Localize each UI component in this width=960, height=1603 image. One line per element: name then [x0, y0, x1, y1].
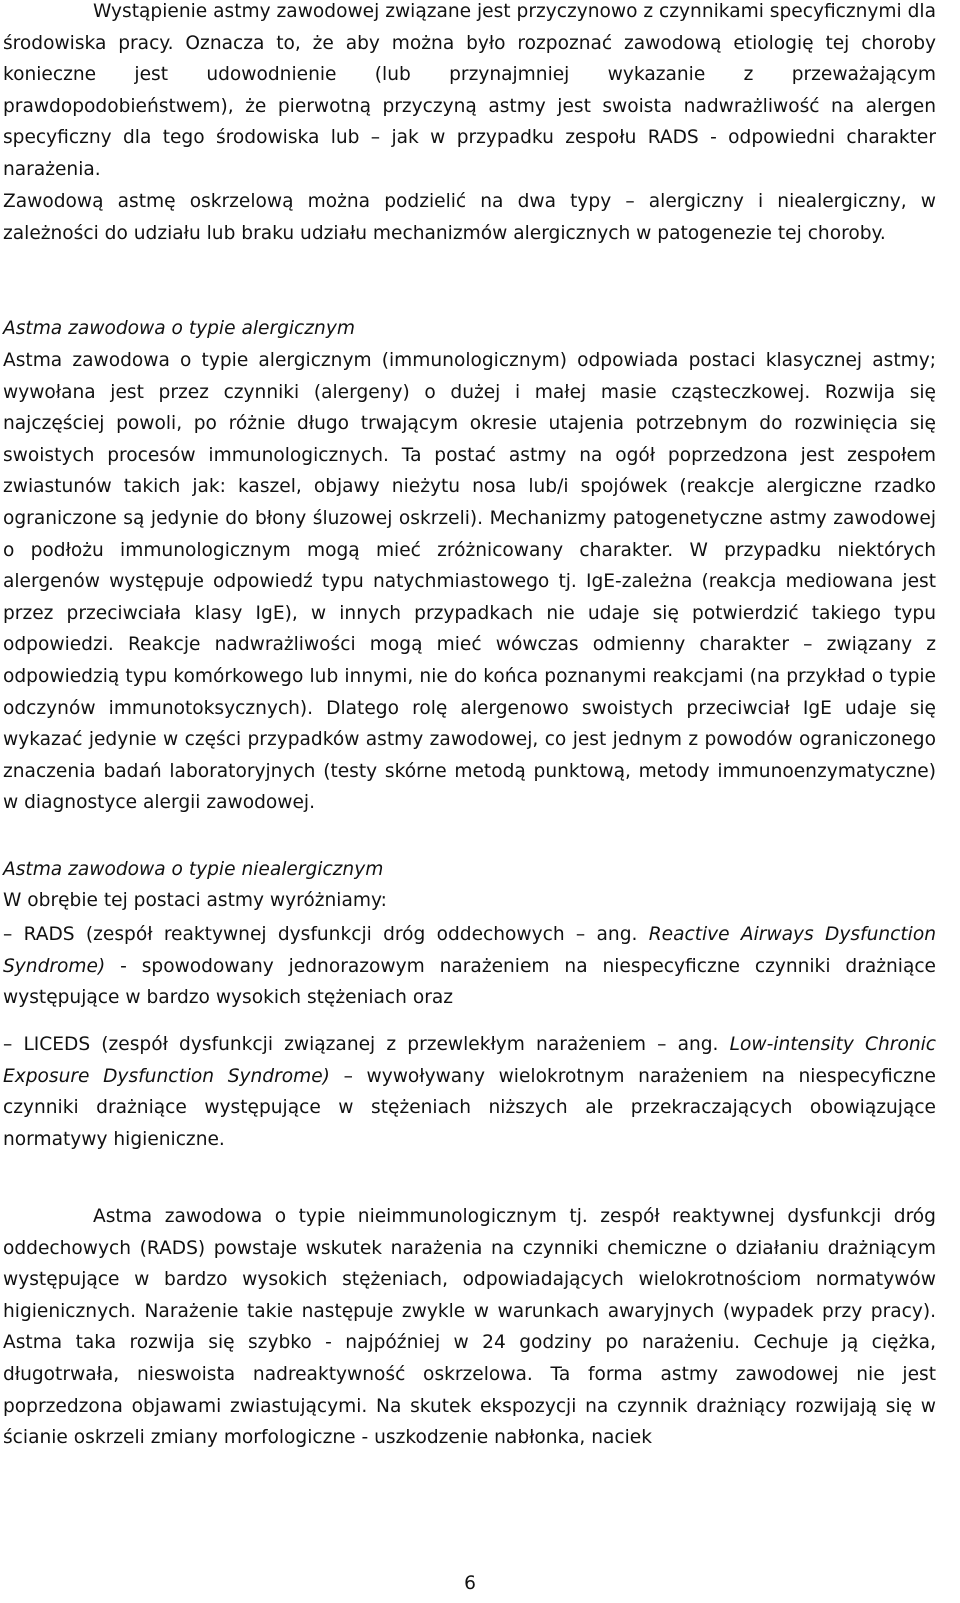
heading-allergic-asthma: Astma zawodowa o typie alergicznym — [3, 318, 355, 339]
list-item-liceds — [3, 1029, 936, 1155]
paragraph-etiology: Wystąpienie astmy zawodowej związane jest przyczynowo z czynnikami specyficznymi dla środowiska pracy. Oznacza to, że aby można było rozpoznać zawodową etiologię tej choroby konieczne jest udowodnienie (lub przynajmniej wykazanie z przeważającym prawdopodobieństwem), że pierwotną przyczyną astmy jest swoista nadwrażliwość na alergen specyficzny dla tego środowiska lub – jak w przypadku zespołu RADS - odpowiedni charakter narażenia. — [3, 1, 936, 180]
list-item-rads — [3, 919, 936, 1014]
paragraph-types: Zawodową astmę oskrzelową można podzielić na dwa typy – alergiczny i niealergiczny, w zależności do udziału lub braku udziału mechanizmów alergicznych w patogenezie tej choroby. — [3, 191, 936, 244]
page-number: 6 — [464, 1573, 476, 1594]
paragraph-nonallergic-intro: W obrębie tej postaci astmy wyróżniamy: — [3, 890, 387, 911]
rads-description: - spowodowany jednorazowym narażeniem na niespecyficzne czynniki drażniące występujące w bardzo wysokich stężeniach oraz — [3, 955, 936, 1009]
rads-english-name: Reactive Airways Dysfunction Syndrome) — [3, 924, 937, 977]
paragraph-allergic-asthma: Astma zawodowa o typie alergicznym (immunologicznym) odpowiada postaci klasycznej astmy; wywołana jest przez czynniki (alergeny) o dużej i małej masie cząsteczkowej. Rozwija się najczęściej powoli, po różnie długo trwającym okresie utajenia potrzebnym do rozwinięcia się swoistych procesów immunologicznych. Ta postać astmy na ogół poprzedzona jest zespołem zwiastunów takich jak: kaszel, objawy nieżytu nosa lub/i spojówek (reakcje alergiczne rzadko ograniczone są jedynie do błony śluzowej oskrzeli). Mechanizmy patogenetyczne astmy zawodowej o podłożu immunologicznym mogą mieć zróżnicowany charakter. W przypadku niektórych alergenów występuje odpowiedź typu natychmiastowego tj. IgE-zależna (reakcja mediowana jest przez przeciwciała klasy IgE), w innych przypadkach nie udaje się potwierdzić takiego typu odpowiedzi. Reakcje nadwrażliwości mogą mieć wówczas odmienny charakter – związany z odpowiedzią typu komórkowego lub innymi, nie do końca poznanymi reakcjami (na przykład o typie odczynów immunotoksycznych). Dlatego rolę alergenowo swoistych przeciwciał IgE udaje się wykazać jedynie w części przypadków astmy zawodowej, co jest jednym z powodów ograniczonego znaczenia badań laboratoryjnych (testy skórne metodą punktową, metody immunoenzymatyczne) w diagnostyce alergii zawodowej. — [3, 350, 936, 814]
liceds-label: – LICEDS (zespół dysfunkcji związanej z przewlekłym narażeniem – ang. — [3, 1034, 730, 1055]
liceds-english-name: Low-intensity Chronic Exposure Dysfunction Syndrome) — [3, 1034, 937, 1087]
heading-nonallergic-asthma: Astma zawodowa o typie niealergicznym — [3, 859, 384, 880]
liceds-description: – wywoływany wielokrotnym narażeniem na niespecyficzne czynniki drażniące występujące w stężeniach niższych ale przekraczających obowiązujące normatywy higieniczne. — [3, 1065, 936, 1150]
rads-label: – RADS (zespół reaktywnej dysfunkcji dróg oddechowych – ang. — [3, 924, 649, 945]
paragraph-nonimmunological-asthma: Astma zawodowa o typie nieimmunologicznym tj. zespół reaktywnej dysfunkcji dróg oddechowych (RADS) powstaje wskutek narażenia na czynniki chemiczne o działaniu drażniącym występujące w bardzo wysokich stężeniach, odpowiadających wielokrotnościom normatywów higienicznych. Narażenie takie następuje zwykle w warunkach awaryjnych (wypadek przy pracy). Astma taka rozwija się szybko - najpóźniej w 24 godziny po narażeniu. Cechuje ją ciężka, długotrwała, nieswoista nadreaktywność oskrzelowa. Ta forma astmy zawodowej nie jest poprzedzona objawami zwiastującymi. Na skutek ekspozycji na czynnik drażniący rozwijają się w ścianie oskrzeli zmiany morfologiczne - uszkodzenie nabłonka, naciek — [3, 1206, 936, 1449]
